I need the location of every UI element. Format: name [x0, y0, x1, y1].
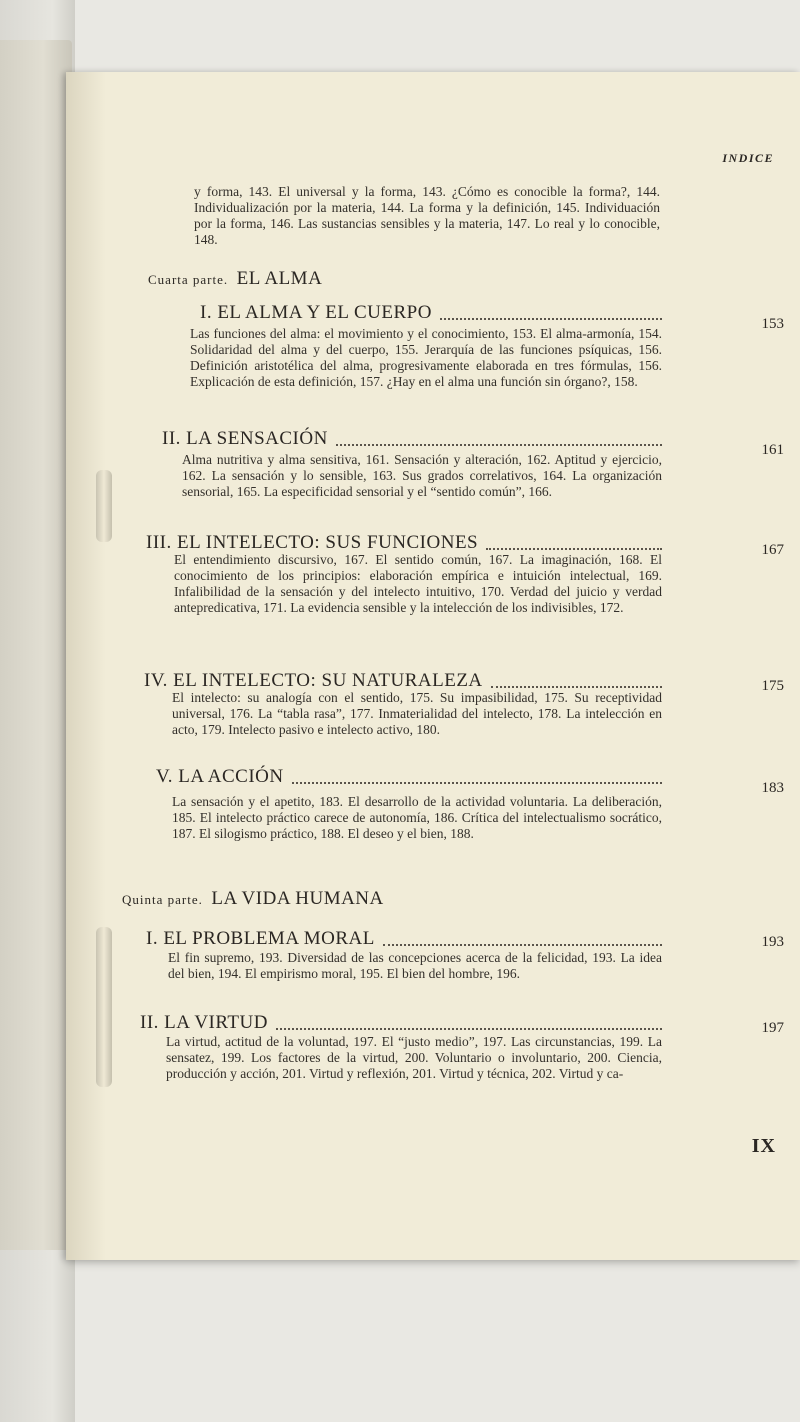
chapter-page-number: 161: [761, 442, 784, 458]
table-of-contents: [66, 72, 800, 1260]
part-title: LA VIDA HUMANA: [211, 888, 384, 909]
page-folio: IX: [751, 1135, 776, 1157]
chapter-page-number: 183: [761, 780, 784, 796]
part-title: EL ALMA: [236, 268, 323, 289]
chapter-title: II. LA SENSACIÓN: [162, 428, 328, 449]
chapter-summary: El fin supremo, 193. Diversidad de las concepciones acerca de la felicidad, 193. La idea del bien, 194. El empirismo moral, 195. El bien del hombre, 196.: [168, 950, 662, 981]
part-label: Cuarta parte.: [148, 272, 229, 287]
chapter-row[interactable]: [144, 666, 668, 692]
chapter-title: V. LA ACCIÓN: [156, 766, 284, 787]
chapter-row[interactable]: [156, 762, 668, 788]
part-heading-4: [148, 268, 322, 290]
chapter-page-number: 167: [761, 542, 784, 558]
running-header: INDICE: [722, 151, 774, 165]
chapter-summary: El entendimiento discursivo, 167. El sentido común, 167. La imaginación, 168. El conocimiento de los principios: elaboración empírica e intuición intelectual, 169. Infalibilidad de la sensación y del intelecto intuitivo, 170. Verdad del juicio y verdad antepredicativa, 171. La evidencia sensible y la intelección de los indivisibles, 172.: [174, 552, 662, 615]
book-page: [66, 72, 800, 1260]
dot-leader: [276, 1027, 662, 1030]
chapter-row[interactable]: [140, 1008, 668, 1034]
dot-leader: [440, 317, 662, 320]
chapter-row[interactable]: [200, 298, 668, 324]
dot-leader: [486, 547, 662, 550]
chapter-page-number: 197: [761, 1020, 784, 1036]
chapter-title: III. EL INTELECTO: SUS FUNCIONES: [146, 532, 479, 553]
chapter-title: IV. EL INTELECTO: SU NATURALEZA: [144, 670, 483, 691]
part-label: Quinta parte.: [122, 892, 203, 907]
chapter-title: I. EL PROBLEMA MORAL: [146, 928, 375, 949]
chapter-row[interactable]: [146, 528, 668, 554]
chapter-page-number: 153: [761, 316, 784, 332]
chapter-summary: La virtud, actitud de la voluntad, 197. El “justo medio”, 197. Las circunstancias, 199. La sensatez, 199. Los factores de la virtud, 200. Voluntario o involuntario, 200. Ciencia, producción y acción, 201. Virtud y reflexión, 201. Virtud y técnica, 202. Virtud y ca-: [166, 1034, 662, 1081]
chapter-summary: La sensación y el apetito, 183. El desarrollo de la actividad voluntaria. La deliberación, 185. El intelecto práctico carece de autonomía, 186. Crítica del intelectualismo socrático, 187. El silogismo práctico, 188. El deseo y el bien, 188.: [172, 794, 662, 841]
part-heading-5: [122, 888, 384, 910]
chapter-title: I. EL ALMA Y EL CUERPO: [200, 302, 432, 323]
chapter-summary: Las funciones del alma: el movimiento y el conocimiento, 153. El alma-armonía, 154. Solidaridad del alma y del cuerpo, 155. Jerarquía de las funciones psíquicas, 156. Definición aristotélica del alma, progresivamente elaborada en tres fórmulas, 156. Explicación de esta definición, 157. ¿Hay en el alma una función sin órgano?, 158.: [190, 326, 662, 389]
dot-leader: [292, 781, 662, 784]
intro-paragraph: y forma, 143. El universal y la forma, 143. ¿Cómo es conocible la forma?, 144. Individualización por la materia, 144. La forma y la definición, 145. Individuación por la forma, 146. Las sustancias sensibles y la materia, 147. Lo real y lo conocible, 148.: [194, 184, 660, 247]
chapter-row[interactable]: [146, 924, 668, 950]
previous-page-edge: [0, 40, 72, 1250]
dot-leader: [383, 943, 662, 946]
chapter-summary: El intelecto: su analogía con el sentido, 175. Su impasibilidad, 175. Su receptividad universal, 176. La “tabla rasa”, 177. Inmaterialidad del intelecto, 178. La intelección en acto, 179. Intelecto pasivo e intelecto activo, 180.: [172, 690, 662, 737]
dot-leader: [336, 443, 662, 446]
chapter-page-number: 193: [761, 934, 784, 950]
dot-leader: [491, 685, 662, 688]
chapter-page-number: 175: [761, 678, 784, 694]
chapter-row[interactable]: [162, 424, 668, 450]
chapter-title: II. LA VIRTUD: [140, 1012, 268, 1033]
chapter-summary: Alma nutritiva y alma sensitiva, 161. Sensación y alteración, 162. Aptitud y ejercicio, 162. La sensación y lo sensible, 163. Sus grados correlativos, 164. La organización sensorial, 165. La especificidad sensorial y el “sentido común”, 166.: [182, 452, 662, 499]
